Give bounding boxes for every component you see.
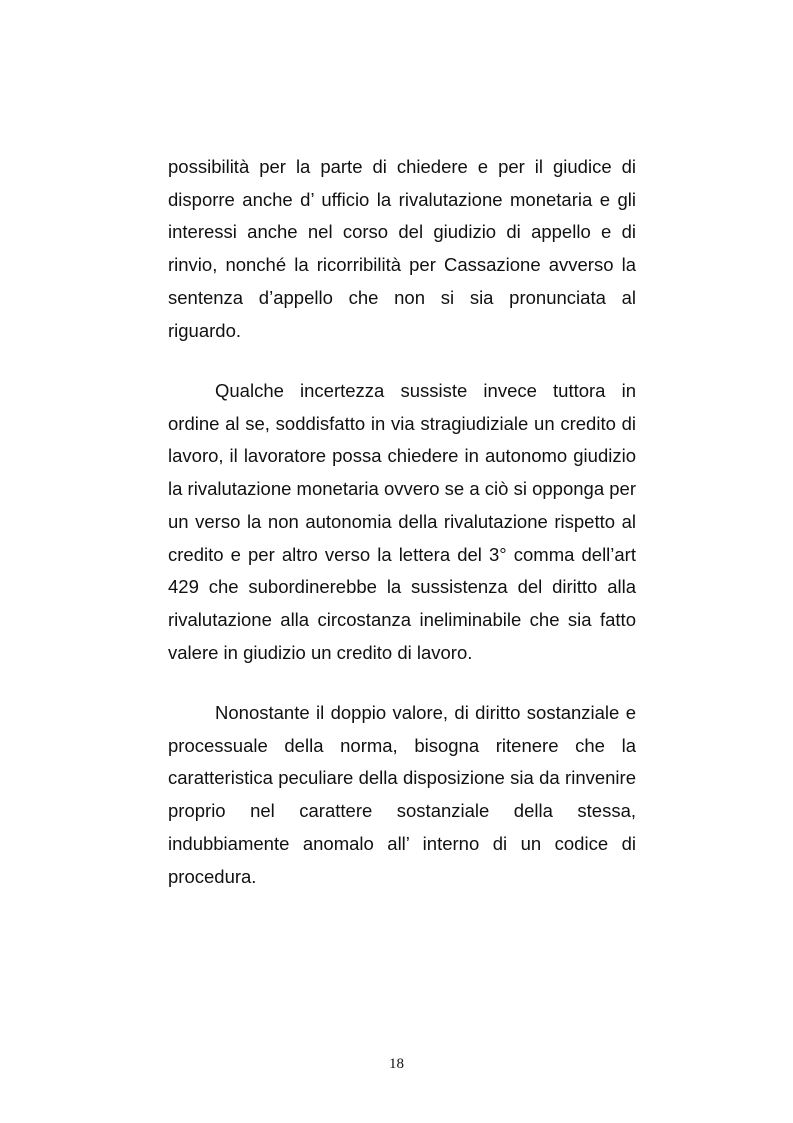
body-paragraph-uncertainty xyxy=(168,375,636,669)
paragraph-text: possibilità per la parte di chiedere e per il giudice di disporre anche d’ ufficio la rivalutazione monetaria e gli interessi anche nel corso del giudizio di appello e di rinvio, nonché la ricorribilità per Cassazione avverso la sentenza d’appello che non si sia pronunciata al riguardo. xyxy=(168,156,636,341)
body-paragraph-nature-of-norm xyxy=(168,697,636,893)
paragraph-text: Nonostante il doppio valore, di diritto sostanziale e processuale della norma, bisogna ritenere che la caratteristica peculiare della disposizione sia da rinvenire proprio nel carattere sostanziale della stessa, indubbiamente anomalo all’ interno di un codice di procedura. xyxy=(168,702,636,887)
paragraph-text: Qualche incertezza sussiste invece tuttora in ordine al se, soddisfatto in via stragiudiziale un credito di lavoro, il lavoratore possa chiedere in autonomo giudizio la rivalutazione monetaria ovvero se a ciò si opponga per un verso la non autonomia della rivalutazione rispetto al credito e per altro verso la lettera del 3° comma dell’art 429 che subordinerebbe la sussistenza del diritto alla rivalutazione alla circostanza ineliminabile che sia fatto valere in giudizio un credito di lavoro. xyxy=(168,380,636,663)
page-number: 18 xyxy=(389,1056,404,1072)
body-paragraph-continuation xyxy=(168,151,636,347)
